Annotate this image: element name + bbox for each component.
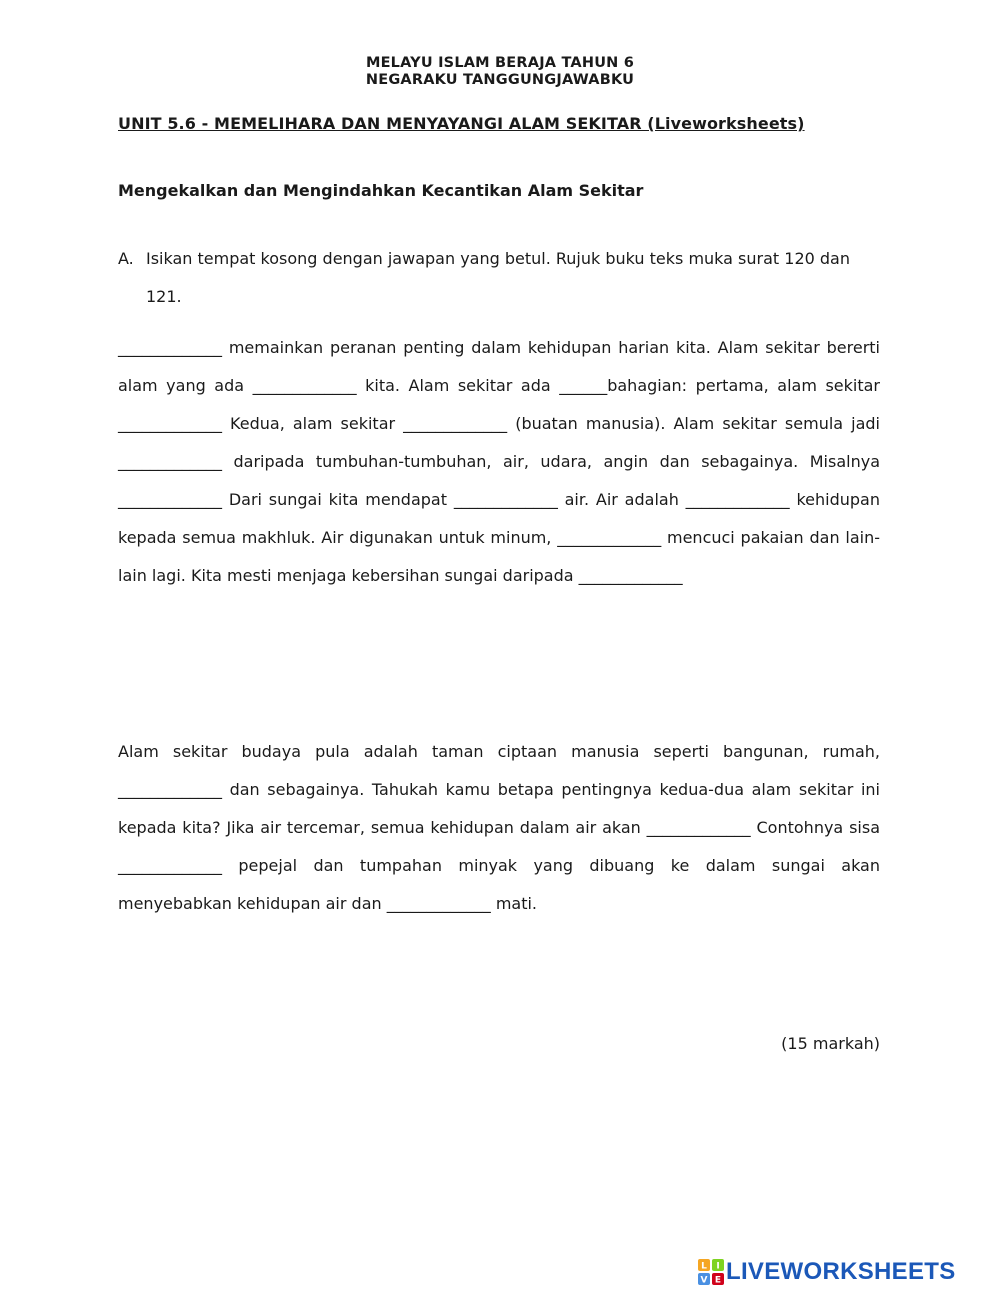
svg-text:L: L bbox=[701, 1261, 707, 1272]
fill-in-paragraph-1: _____________ memainkan peranan penting dalam kehidupan harian kita. Alam sekitar bererti alam yang ada _____________ kita. Alam sekitar ada ______bahagian: pertama, alam sekitar _____________ Kedua, alam sekitar _____________ (buatan manusia). Alam sekitar semula jadi _____________ daripada tumbuhan-tumbuhan, air, udara, angin dan sebagainya. Misalnya _____________ Dari sungai kita mendapat _____________ air. Air adalah _____________ kehidupan kepada semua makhluk. Air digunakan untuk minum, _____________ mencuci pakaian dan lain-lain lagi. Kita mesti menjaga kebersihan sungai daripada _____________ bbox=[118, 338, 880, 585]
svg-text:E: E bbox=[714, 1275, 722, 1285]
instruction-text: Isikan tempat kosong dengan jawapan yang betul. Rujuk buku teks muka surat 120 dan 121. bbox=[146, 249, 850, 306]
liveworksheets-wordmark: LIVEWORKSHEETS bbox=[726, 1258, 956, 1285]
unit-title: UNIT 5.6 - MEMELIHARA DAN MENYAYANGI ALAM SEKITAR (Liveworksheets) bbox=[118, 114, 805, 133]
svg-text:I: I bbox=[716, 1261, 720, 1272]
theme-title: NEGARAKU TANGGUNGJAWABKU bbox=[365, 72, 635, 88]
liveworksheets-brand bbox=[698, 1258, 956, 1286]
subject-title: MELAYU ISLAM BERAJA TAHUN 6 bbox=[365, 55, 635, 71]
section-title: Mengekalkan dan Mengindahkan Kecantikan Alam Sekitar bbox=[118, 181, 644, 200]
svg-text:V: V bbox=[700, 1275, 708, 1285]
instruction-letter: A. bbox=[118, 249, 134, 268]
total-marks: (15 markah) bbox=[781, 1034, 880, 1053]
liveworksheets-logo-icon bbox=[698, 1259, 724, 1285]
fill-in-paragraph-2: Alam sekitar budaya pula adalah taman ciptaan manusia seperti bangunan, rumah, _____________ dan sebagainya. Tahukah kamu betapa pentingnya kedua-dua alam sekitar ini kepada kita? Jika air tercemar, semua kehidupan dalam air akan _____________ Contohnya sisa _____________ pepejal dan tumpahan minyak yang dibuang ke dalam sungai akan menyebabkan kehidupan air dan _____________ mati. bbox=[118, 742, 880, 913]
